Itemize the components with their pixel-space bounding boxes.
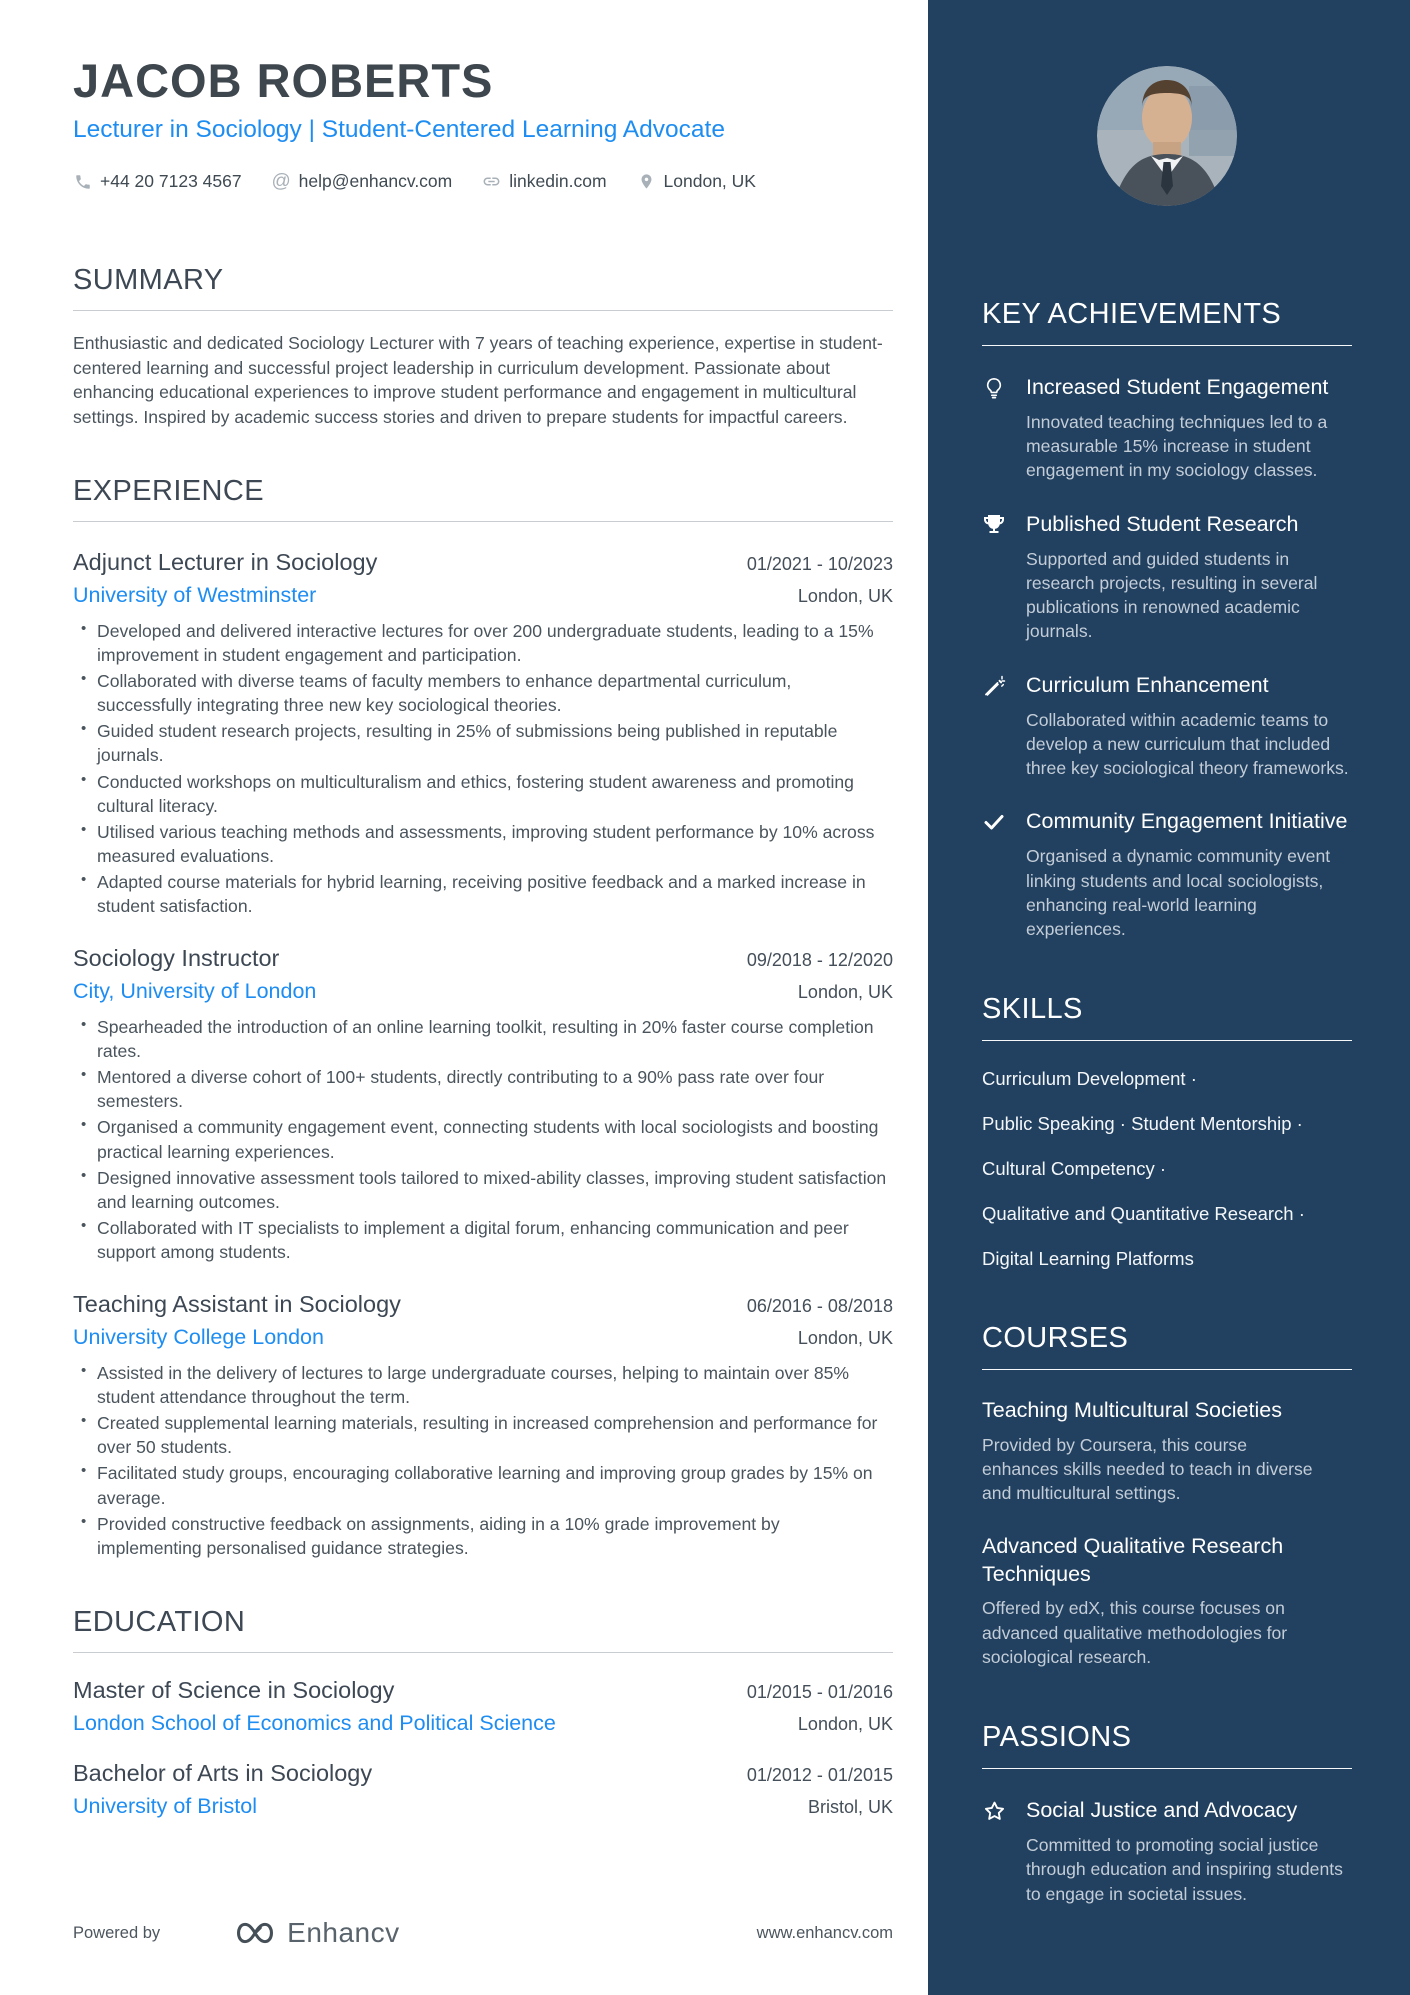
bullet-item: • Developed and delivered interactive lectures for over 200 undergraduate students, leading to a 15% improvement in student engagement and participation.	[97, 619, 887, 667]
job-location: London, UK	[797, 585, 893, 606]
section-divider	[73, 521, 893, 522]
bullet-item: • Created supplemental learning materials, resulting in increased comprehension and performance for over 50 students.	[97, 1411, 887, 1459]
courses-section	[982, 1322, 1352, 1669]
courses-heading: COURSES	[982, 1322, 1129, 1355]
degree-dates: 01/2015 - 01/2016	[746, 1681, 893, 1702]
contact-phone-text: +44 20 7123 4567	[100, 171, 242, 192]
job-entry	[73, 1291, 893, 1560]
skill-item: Cultural Competency ·	[982, 1158, 1167, 1180]
job-location: London, UK	[797, 982, 893, 1003]
summary-heading: SUMMARY	[73, 264, 224, 297]
degree-title: Master of Science in Sociology	[73, 1676, 395, 1703]
sidebar-divider	[982, 1040, 1352, 1041]
contact-location-text: London, UK	[663, 171, 756, 192]
job-title: Teaching Assistant in Sociology	[73, 1291, 401, 1318]
skills-heading: SKILLS	[982, 993, 1083, 1026]
job-bullets	[73, 1361, 893, 1560]
achievement-item	[982, 511, 1352, 644]
bullet-item: • Conducted workshops on multiculturalism and ethics, fostering student awareness and promoting cultural literacy.	[97, 770, 887, 818]
degree-school-link[interactable]: University of Bristol	[73, 1793, 257, 1818]
at-icon: @	[271, 171, 291, 193]
location-icon	[637, 172, 656, 191]
job-entry	[73, 945, 893, 1264]
degree-location: London, UK	[797, 1713, 893, 1734]
achievement-text: Innovated teaching techniques led to a measurable 15% increase in student engagement in my sociology classes.	[1026, 411, 1328, 481]
bullet-item: • Guided student research projects, resulting in 25% of submissions being published in reputable journals.	[97, 719, 887, 767]
skill-item: Qualitative and Quantitative Research ·	[982, 1203, 1305, 1225]
star-icon	[982, 1797, 1009, 1906]
skill-item: Digital Learning Platforms	[982, 1248, 1194, 1270]
sidebar-divider	[982, 1768, 1352, 1769]
achievements-heading: KEY ACHIEVEMENTS	[982, 298, 1282, 330]
bullet-item: • Mentored a diverse cohort of 100+ students, directly contributing to a 90% pass rate over four semesters.	[97, 1065, 887, 1113]
job-company-link[interactable]: City, University of London	[73, 979, 317, 1004]
contact-location	[637, 171, 756, 192]
passion-title: Social Justice and Advocacy	[1026, 1798, 1298, 1823]
job-location: London, UK	[797, 1328, 893, 1349]
achievements-section	[982, 298, 1352, 941]
summary-text: Enthusiastic and dedicated Sociology Lecturer with 7 years of teaching experience, expertise in student-centered learning and successful project leadership in curriculum development. Passionate about enhancing educational experiences to improve student performance and engagement in multicultural settings. Inspired by academic success stories and driven to prepare students for impactful careers.	[73, 333, 883, 427]
trophy-icon	[982, 511, 1009, 644]
education-section	[73, 1606, 893, 1819]
section-divider	[73, 310, 893, 311]
enhancv-logo-icon	[234, 1918, 276, 1948]
degree-dates: 01/2012 - 01/2015	[746, 1764, 893, 1785]
wand-icon	[982, 672, 1009, 781]
bullet-item: • Collaborated with IT specialists to implement a digital forum, enhancing communication and peer support among students.	[97, 1216, 887, 1264]
contact-email[interactable]	[272, 171, 453, 192]
profile-photo	[1097, 66, 1237, 206]
bullet-item: • Adapted course materials for hybrid learning, receiving positive feedback and a marked increase in student satisfaction.	[97, 870, 887, 918]
job-company-link[interactable]: University of Westminster	[73, 582, 317, 607]
job-dates: 06/2016 - 08/2018	[746, 1296, 893, 1317]
passions-section	[982, 1721, 1352, 1906]
link-icon	[482, 172, 501, 191]
passion-text: Committed to promoting social justice through education and inspiring students to engage in societal issues.	[1026, 1835, 1343, 1904]
bullet-item: • Provided constructive feedback on assignments, aiding in a 10% grade improvement by implementing personalised guidance strategies.	[97, 1512, 887, 1560]
bullet-item: • Organised a community engagement event, connecting students with local sociologists and boosting practical learning experiences.	[97, 1115, 887, 1163]
degree-entry	[73, 1760, 893, 1819]
lightbulb-icon	[982, 374, 1009, 483]
powered-by-label: Powered by	[73, 1923, 161, 1942]
achievement-title: Increased Student Engagement	[1026, 375, 1329, 399]
enhancv-logo-text: Enhancv	[287, 1917, 400, 1948]
contact-linkedin-text: linkedin.com	[509, 171, 607, 192]
bullet-item: • Designed innovative assessment tools tailored to mixed-ability classes, improving student satisfaction and learning outcomes.	[97, 1166, 887, 1214]
degree-title: Bachelor of Arts in Sociology	[73, 1759, 373, 1786]
contact-phone[interactable]	[73, 171, 242, 192]
skills-section	[982, 993, 1352, 1270]
check-icon	[982, 808, 1009, 941]
job-company-link[interactable]: University College London	[73, 1325, 324, 1350]
education-heading: EDUCATION	[73, 1605, 246, 1638]
bullet-item: • Utilised various teaching methods and assessments, improving student performance by 10% across measured evaluations.	[97, 820, 887, 868]
achievement-text: Supported and guided students in research projects, resulting in several publications in renowned academic journals.	[1026, 548, 1318, 642]
section-divider	[73, 1652, 893, 1653]
job-bullets	[73, 619, 893, 918]
bullet-item: • Collaborated with diverse teams of faculty members to enhance departmental curriculum, successfully integrating three new key sociological theories.	[97, 669, 887, 717]
job-entry	[73, 549, 893, 918]
course-text: Offered by edX, this course focuses on advanced qualitative methodologies for sociological research.	[982, 1598, 1288, 1667]
job-dates: 01/2021 - 10/2023	[746, 553, 893, 574]
job-title: Adjunct Lecturer in Sociology	[73, 548, 378, 575]
achievement-text: Organised a dynamic community event linking students and local sociologists, enhancing real-world learning experiences.	[1026, 846, 1331, 940]
passion-item	[982, 1797, 1352, 1906]
skill-item: Public Speaking · Student Mentorship ·	[982, 1113, 1303, 1135]
achievement-text: Collaborated within academic teams to develop a new curriculum that included three key sociological theory frameworks.	[1026, 709, 1349, 779]
bullet-item: • Assisted in the delivery of lectures to large undergraduate courses, helping to maintain over 85% student attendance throughout the term.	[97, 1361, 887, 1409]
bullet-item: • Facilitated study groups, encouraging collaborative learning and improving group grades by 15% on average.	[97, 1461, 887, 1509]
phone-icon	[73, 172, 92, 191]
bullet-item: • Spearheaded the introduction of an online learning toolkit, resulting in 20% faster course completion rates.	[97, 1015, 887, 1063]
footer	[73, 1917, 893, 1949]
person-headline: Lecturer in Sociology | Student-Centered Learning Advocate	[73, 116, 725, 144]
achievement-title: Curriculum Enhancement	[1026, 672, 1269, 697]
achievement-title: Published Student Research	[1026, 511, 1299, 536]
job-title: Sociology Instructor	[73, 945, 280, 972]
achievement-item	[982, 808, 1352, 941]
summary-section	[73, 264, 893, 429]
sidebar	[928, 0, 1410, 1995]
course-title: Advanced Qualitative Research Techniques	[982, 1533, 1284, 1587]
sidebar-divider	[982, 345, 1352, 346]
course-item	[982, 1532, 1352, 1670]
degree-location: Bristol, UK	[807, 1796, 893, 1817]
experience-heading: EXPERIENCE	[73, 474, 264, 507]
contact-email-text: help@enhancv.com	[298, 171, 453, 192]
job-dates: 09/2018 - 12/2020	[746, 950, 893, 971]
contact-row	[73, 171, 893, 192]
course-text: Provided by Coursera, this course enhances skills needed to teach in diverse and multicultural settings.	[982, 1434, 1313, 1504]
achievement-item	[982, 374, 1352, 483]
course-title: Teaching Multicultural Societies	[982, 1398, 1282, 1423]
passions-heading: PASSIONS	[982, 1721, 1132, 1754]
person-name: JACOB ROBERTS	[73, 54, 494, 107]
enhancv-logo[interactable]	[234, 1917, 399, 1949]
degree-school-link[interactable]: London School of Economics and Political Science	[73, 1710, 556, 1735]
job-bullets	[73, 1015, 893, 1264]
course-item	[982, 1396, 1352, 1505]
skill-item: Curriculum Development ·	[982, 1068, 1197, 1090]
contact-linkedin[interactable]	[482, 171, 606, 192]
profile-photo-placeholder	[1097, 66, 1237, 206]
degree-entry	[73, 1677, 893, 1736]
achievement-item	[982, 672, 1352, 781]
experience-section	[73, 475, 893, 1560]
footer-website[interactable]: www.enhancv.com	[756, 1923, 893, 1942]
achievement-title: Community Engagement Initiative	[1026, 809, 1348, 834]
sidebar-divider	[982, 1369, 1352, 1370]
